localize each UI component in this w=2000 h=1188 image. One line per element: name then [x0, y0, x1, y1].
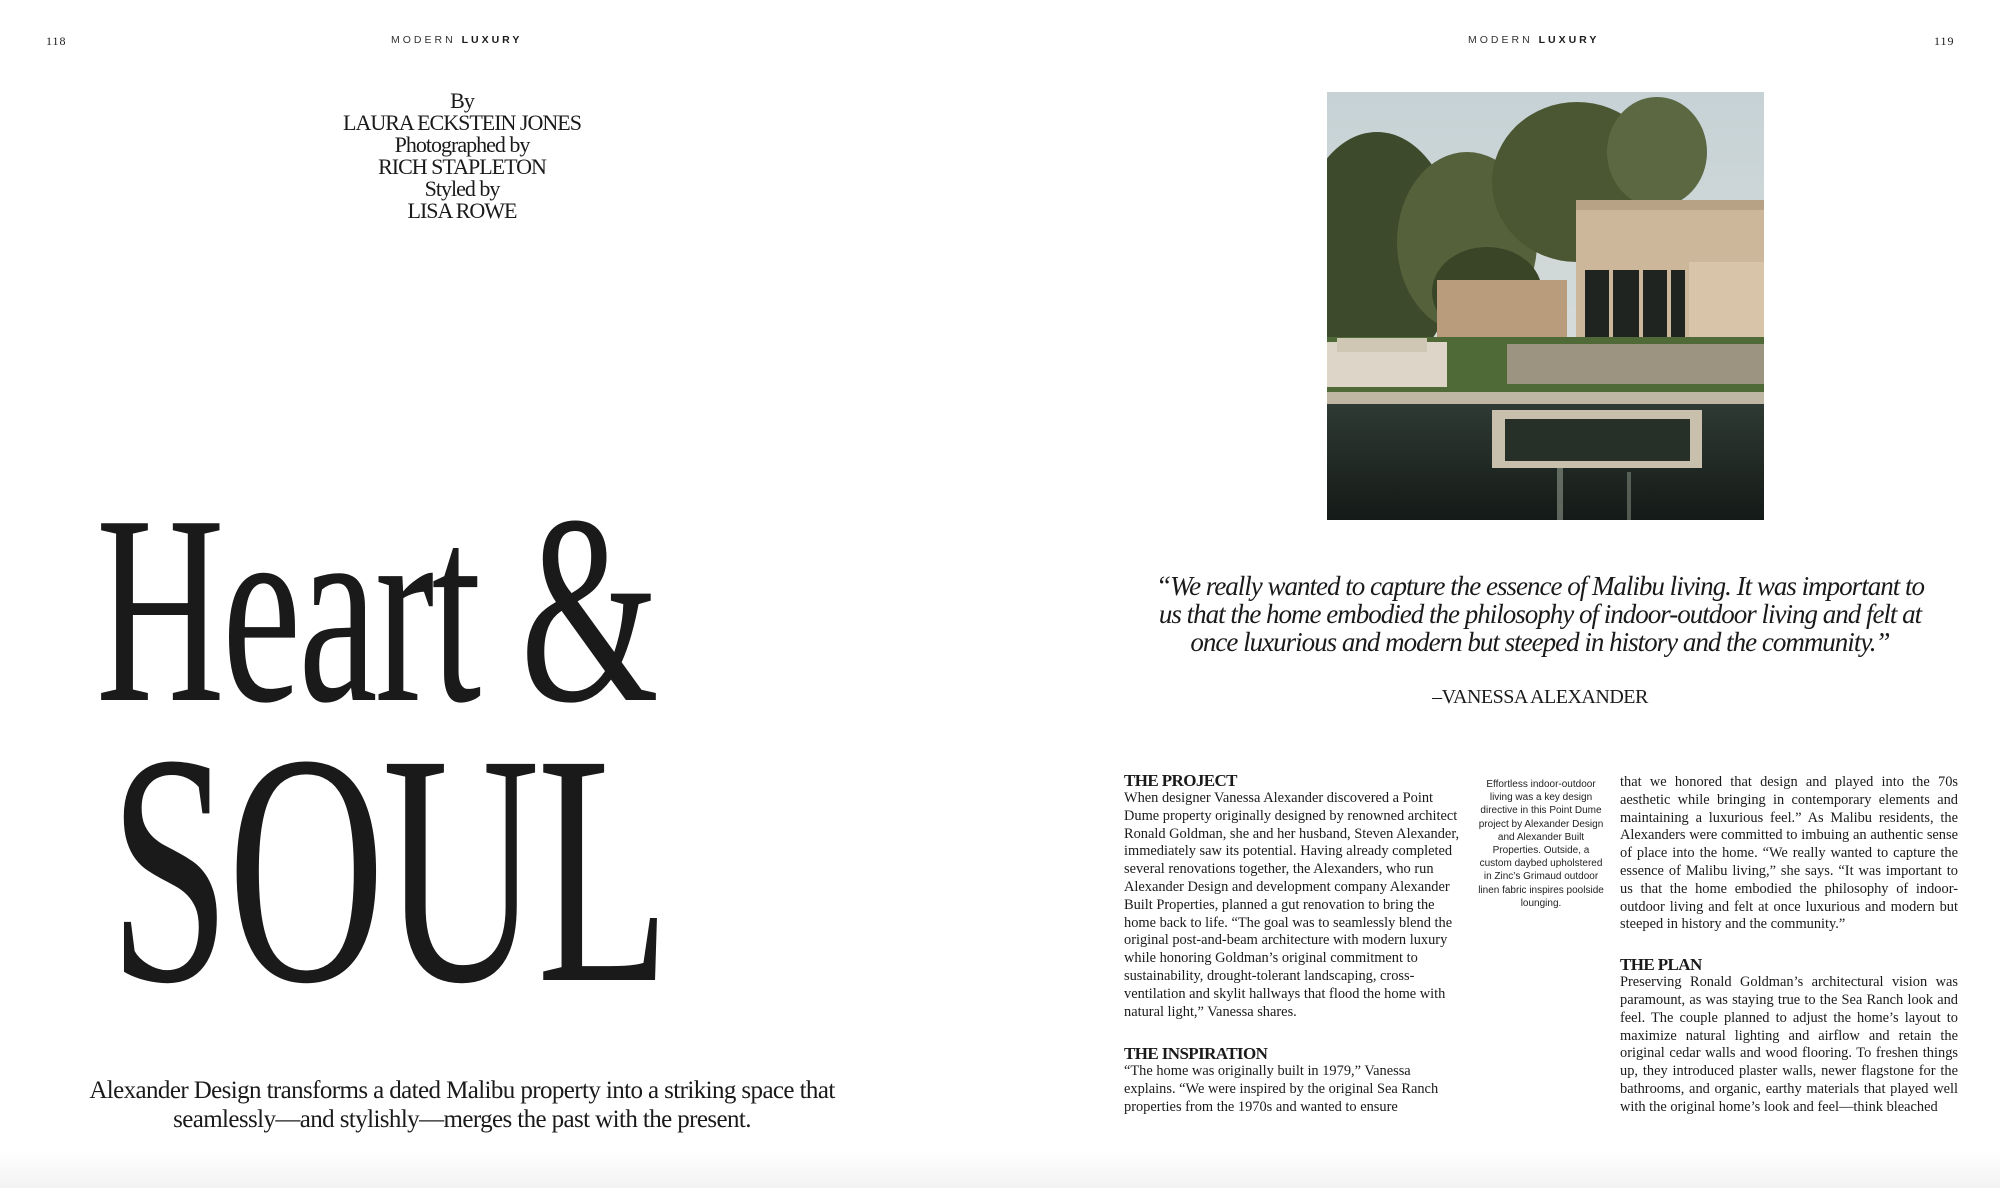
headline-line-1: Heart &	[96, 460, 657, 759]
credit-line: Styled by	[424, 176, 500, 201]
headline-line-2: SOUL	[109, 687, 668, 1052]
section-text-plan: Preserving Ronald Goldman’s architectural vision was paramount, as was staying true to the Sea Ranch look and feel. The couple planned to adjust the home’s layout to maximize natural lighting and airflow and retain the original cedar walls and wood flooring. To freshen things up, they introduced plaster walls, newer flagstone for the bathrooms, and organic, earthy materials that played well with the original home’s look and feel—think bleached	[1620, 974, 1958, 1115]
section-text-inspiration: “The home was originally built in 1979,” Vanessa explains. “We were inspired by the original Sea Ranch properties from the 1970s and wanted to ensure	[1124, 1063, 1439, 1115]
credit-line: By	[450, 88, 474, 113]
section-spacer	[1124, 1021, 1464, 1045]
section-text-project: When designer Vanessa Alexander discovered a Point Dume property originally designed by renowned architect Ronald Goldman, she and her husband, Steven Alexander, immediately saw its potential. Having already completed several renovations together, the Alexanders, who run Alexander Design and development company Alexander Built Properties, planned a gut renovation to bring the home back to life. “The goal was to seamlessly blend the original post-and-beam architecture with modern luxury while honoring Goldman’s original commitment to sustainability, drought-tolerant landscaping, cross-ventilation and skylit hallways that flood the home with natural light,” Vanessa shares.	[1124, 790, 1460, 1020]
article-credits	[262, 90, 662, 222]
masthead-modern: MODERN	[391, 34, 456, 46]
credit-line: Photographed by	[394, 132, 530, 157]
section-heading-inspiration: THE INSPIRATION	[1124, 1044, 1268, 1064]
page-bottom-shade	[0, 1150, 2000, 1188]
section-heading-project: THE PROJECT	[1124, 771, 1237, 790]
section-spacer	[1620, 934, 1958, 956]
section-text-inspiration-continued: that we honored that design and played into the 70s aesthetic while bringing in contemporary elements and maintaining a luxurious feel.” As Malibu residents, the Alexanders were committed to imbuing an authentic sense of place into the home. “We really wanted to capture the essence of Malibu living,” she says. “It was important to us that the home embodied the philosophy of indoor-outdoor living and felt at once luxurious and modern but steeped in history and the community.”	[1620, 774, 1958, 933]
masthead-left	[391, 34, 522, 46]
pull-quote: “We really wanted to capture the essence of Malibu living. It was important to us that the home embodied the philosophy of indoor-outdoor living and felt at once luxurious and modern but steeped in history and the community.”	[1156, 571, 1924, 657]
page-number-right: 119	[1934, 34, 1955, 48]
house-pool-photo	[1327, 92, 1764, 520]
credit-line: RICH STAPLETON	[378, 154, 546, 179]
article-column-1	[1124, 772, 1464, 1117]
article-dek: Alexander Design transforms a dated Malibu property into a striking space that seamlessly—and stylishly—merges the past with the present.	[89, 1077, 835, 1133]
house-pool-illustration	[1327, 92, 1764, 520]
page-number-left: 118	[46, 34, 67, 48]
photo-caption: Effortless indoor-outdoor living was a key design directive in this Point Dume project by Alexander Design and Alexander Built Properties. Outside, a custom daybed upholstered in Zinc’s Grimaud outdoor linen fabric inspires poolside lounging.	[1478, 779, 1604, 909]
section-heading-plan: THE PLAN	[1620, 955, 1702, 975]
pull-quote-attribution: –VANESSA ALEXANDER	[1432, 686, 1648, 708]
credit-line: LAURA ECKSTEIN JONES	[343, 110, 581, 135]
article-headline	[96, 460, 668, 1052]
article-column-2	[1620, 774, 1958, 1117]
masthead-right	[1468, 34, 1599, 46]
credit-line: LISA ROWE	[407, 198, 517, 223]
masthead-modern: MODERN	[1468, 34, 1533, 46]
masthead-luxury: LUXURY	[1538, 34, 1600, 46]
masthead-luxury: LUXURY	[461, 34, 523, 46]
